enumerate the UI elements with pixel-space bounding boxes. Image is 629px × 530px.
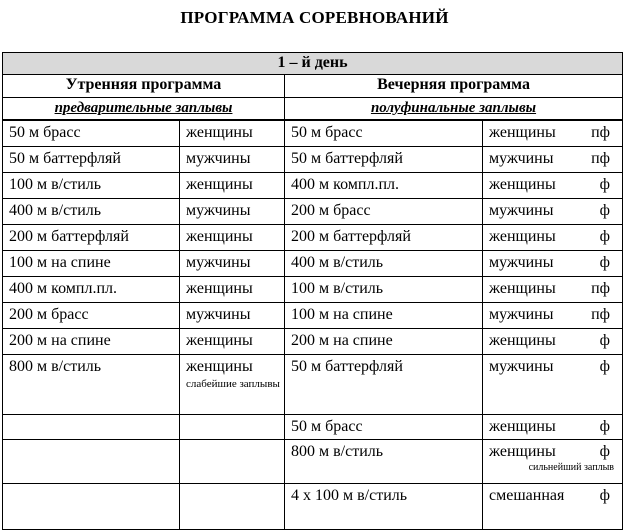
evening-gender: смешанная (489, 487, 565, 504)
evening-gender-cell (483, 329, 623, 355)
evening-gender-cell (483, 225, 623, 251)
morning-event: 100 м на спине (3, 251, 180, 277)
evening-round-tag: пф (591, 150, 611, 167)
morning-event: 100 м в/стиль (3, 173, 180, 199)
evening-event: 4 х 100 м в/стиль (285, 484, 483, 530)
evening-round-tag: пф (591, 124, 611, 141)
evening-gender: женщины (489, 332, 556, 349)
morning-gender: мужчины (180, 251, 285, 277)
morning-gender-empty (180, 415, 285, 440)
table-row (3, 329, 623, 355)
morning-program-header: Утренняя программа (3, 75, 285, 98)
table-row (3, 120, 623, 147)
morning-event: 400 м в/стиль (3, 199, 180, 225)
day-header: 1 – й день (3, 53, 623, 75)
evening-gender-cell (483, 199, 623, 225)
morning-gender: мужчины (180, 147, 285, 173)
evening-gender: женщины (489, 443, 556, 460)
table-row (3, 303, 623, 329)
morning-event: 50 м баттерфляй (3, 147, 180, 173)
morning-event: 800 м в/стиль (3, 355, 180, 415)
evening-event: 50 м баттерфляй (285, 355, 483, 415)
program-header-row (3, 75, 623, 98)
evening-gender: женщины (489, 176, 556, 193)
morning-gender-cell (180, 355, 285, 415)
evening-round-tag: ф (599, 443, 611, 460)
morning-event-empty (3, 484, 180, 530)
evening-event: 400 м компл.пл. (285, 173, 483, 199)
table-row (3, 199, 623, 225)
evening-event: 200 м баттерфляй (285, 225, 483, 251)
evening-gender-cell (483, 355, 623, 415)
evening-gender-cell (483, 415, 623, 440)
evening-gender: женщины (489, 124, 556, 141)
evening-round-tag: ф (599, 418, 611, 435)
evening-stage-label: полуфинальные заплывы (285, 98, 623, 121)
morning-gender: женщины (180, 120, 285, 147)
evening-gender-cell (483, 440, 623, 484)
evening-round-tag: пф (591, 280, 611, 297)
evening-round-tag: ф (599, 202, 611, 219)
stage-header-row (3, 98, 623, 121)
morning-gender-empty (180, 484, 285, 530)
morning-gender: женщины (186, 358, 253, 375)
morning-gender: мужчины (180, 303, 285, 329)
morning-event: 50 м брасс (3, 120, 180, 147)
evening-round-tag: ф (599, 176, 611, 193)
table-row (3, 277, 623, 303)
morning-event: 200 м баттерфляй (3, 225, 180, 251)
evening-round-tag: ф (599, 358, 611, 375)
evening-event: 50 м брасс (285, 120, 483, 147)
evening-gender: мужчины (489, 254, 554, 271)
table-row (3, 225, 623, 251)
evening-round-tag: ф (599, 332, 611, 349)
evening-note: сильнейший заплыв (528, 462, 615, 473)
evening-gender: женщины (489, 280, 556, 297)
table-row (3, 147, 623, 173)
morning-gender: женщины (180, 329, 285, 355)
evening-program-header: Вечерняя программа (285, 75, 623, 98)
morning-gender: женщины (180, 173, 285, 199)
evening-gender-cell (483, 120, 623, 147)
morning-event: 400 м компл.пл. (3, 277, 180, 303)
evening-event: 100 м в/стиль (285, 277, 483, 303)
morning-stage-label: предварительные заплывы (3, 98, 285, 121)
morning-gender: женщины (180, 225, 285, 251)
table-row (3, 440, 623, 484)
evening-gender-cell (483, 277, 623, 303)
table-row (3, 484, 623, 530)
morning-gender: мужчины (180, 199, 285, 225)
evening-round-tag: пф (591, 306, 611, 323)
evening-round-tag: ф (599, 487, 611, 504)
morning-event-empty (3, 415, 180, 440)
morning-event: 200 м брасс (3, 303, 180, 329)
table-row (3, 355, 623, 415)
evening-gender-cell (483, 251, 623, 277)
morning-gender-empty (180, 440, 285, 484)
evening-gender: мужчины (489, 358, 554, 375)
morning-note: слабейшие заплывы (186, 378, 280, 390)
day-header-row (3, 53, 623, 75)
evening-event: 800 м в/стиль (285, 440, 483, 484)
evening-gender-cell (483, 303, 623, 329)
table-row (3, 251, 623, 277)
evening-gender-cell (483, 484, 623, 530)
evening-event: 100 м на спине (285, 303, 483, 329)
page-title: ПРОГРАММА СОРЕВНОВАНИЙ (180, 8, 449, 27)
evening-gender: мужчины (489, 202, 554, 219)
table-row (3, 415, 623, 440)
morning-event: 200 м на спине (3, 329, 180, 355)
evening-gender: женщины (489, 228, 556, 245)
evening-event: 200 м на спине (285, 329, 483, 355)
morning-event-empty (3, 440, 180, 484)
table-row (3, 173, 623, 199)
evening-gender: женщины (489, 418, 556, 435)
evening-gender: мужчины (489, 150, 554, 167)
evening-gender-cell (483, 147, 623, 173)
evening-round-tag: ф (599, 228, 611, 245)
evening-event: 200 м брасс (285, 199, 483, 225)
evening-gender-cell (483, 173, 623, 199)
evening-gender: мужчины (489, 306, 554, 323)
competition-schedule-table (2, 52, 623, 530)
evening-round-tag: ф (599, 254, 611, 271)
morning-gender: женщины (180, 277, 285, 303)
evening-event: 400 м в/стиль (285, 251, 483, 277)
evening-event: 50 м брасс (285, 415, 483, 440)
evening-event: 50 м баттерфляй (285, 147, 483, 173)
